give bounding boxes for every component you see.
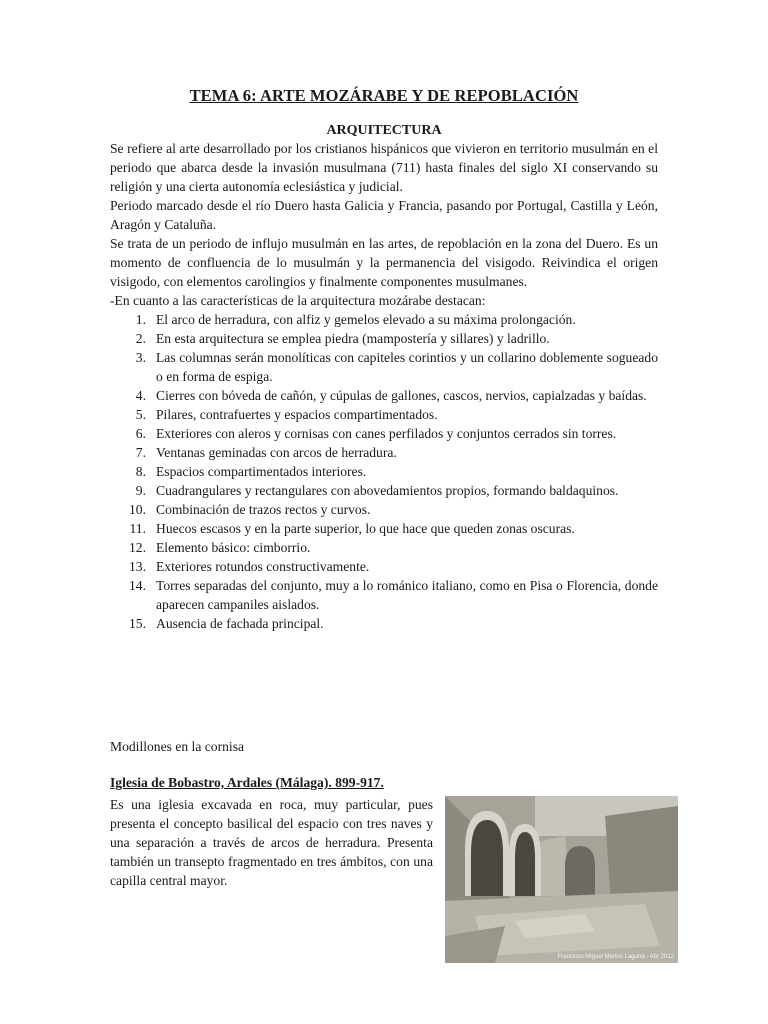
list-item: [110, 576, 658, 614]
list-number: 12.: [129, 540, 146, 555]
list-text: Cierres con bóveda de cañón, y cúpulas de gallones, cascos, nervios, capialzadas y baídas.: [156, 388, 647, 403]
body-text: [110, 139, 658, 633]
list-item: [110, 329, 658, 348]
list-number: 1.: [135, 312, 146, 327]
list-text: Elemento básico: cimborrio.: [156, 540, 311, 555]
list-text: Ventanas geminadas con arcos de herradura.: [156, 445, 397, 460]
rock-arches-illustration: [445, 796, 678, 963]
list-number: 11.: [129, 521, 146, 536]
church-photo: [445, 796, 678, 963]
paragraph: Se refiere al arte desarrollado por los cristianos hispánicos que vivieron en territorio musulmán en el periodo que abarca desde la invasión musulmana (711) hasta finales del siglo XI conservando su religión y una cierta autonomía eclesiástica y judicial.: [110, 141, 658, 194]
list-item: [110, 443, 658, 462]
list-text: El arco de herradura, con alfiz y gemelos elevado a su máxima prolongación.: [156, 312, 576, 327]
list-text: Exteriores rotundos constructivamente.: [156, 559, 370, 574]
list-item: [110, 538, 658, 557]
list-number: 13.: [129, 559, 146, 574]
list-item: [110, 481, 658, 500]
paragraph: -En cuanto a las características de la arquitectura mozárabe destacan:: [110, 293, 486, 308]
list-text: En esta arquitectura se emplea piedra (mampostería y sillares) y ladrillo.: [156, 331, 550, 346]
paragraph: Se trata de un periodo de influjo musulmán en las artes, de repoblación en la zona del Duero. Es un momento de confluencia de lo musulmán y la permanencia del visigodo. Reivindica el origen visigodo, con elementos carolingios y finalmente componentes musulmanes.: [110, 236, 658, 289]
list-item: [110, 614, 658, 633]
paragraph: Periodo marcado desde el río Duero hasta Galicia y Francia, pasando por Portugal, Castilla y León, Aragón y Cataluña.: [110, 198, 658, 232]
list-item: [110, 310, 658, 329]
list-number: 2.: [135, 331, 146, 346]
list-number: 8.: [135, 464, 146, 479]
list-text: Espacios compartimentados interiores.: [156, 464, 367, 479]
list-number: 14.: [129, 578, 146, 593]
list-text: Torres separadas del conjunto, muy a lo románico italiano, como en Pisa o Florencia, donde aparecen campaniles aislados.: [156, 578, 658, 612]
list-number: 7.: [135, 445, 146, 460]
list-number: 3.: [135, 350, 146, 365]
list-text: Exteriores con aleros y cornisas con canes perfilados y conjuntos cerrados sin torres.: [156, 426, 617, 441]
list-item: [110, 462, 658, 481]
list-text: Combinación de trazos rectos y curvos.: [156, 502, 371, 517]
list-text: Cuadrangulares y rectangulares con abovedamientos propios, formando baldaquinos.: [156, 483, 619, 498]
characteristics-list: [110, 310, 658, 633]
list-item: [110, 424, 658, 443]
figure-caption: Modillones en la cornisa: [110, 739, 245, 754]
list-number: 5.: [135, 407, 146, 422]
list-item: [110, 348, 658, 386]
section-subtitle: Iglesia de Bobastro, Ardales (Málaga). 899-917.: [110, 775, 384, 790]
description-paragraph: Es una iglesia excavada en roca, muy particular, pues presenta el concepto basilical del espacio con tres naves y una separación a través de arcos de herradura. Presenta también un transepto fragmentado en tres ámbitos, con una capilla central mayor.: [110, 797, 433, 888]
list-item: [110, 557, 658, 576]
list-item: [110, 519, 658, 538]
photo-credit: Francisco Miguel Merino Laguna · Abr 2012: [557, 954, 674, 960]
list-number: 6.: [135, 426, 146, 441]
section-heading: ARQUITECTURA: [326, 123, 442, 138]
list-number: 4.: [135, 388, 146, 403]
list-item: [110, 386, 658, 405]
list-number: 9.: [135, 483, 146, 498]
list-number: 10.: [129, 502, 146, 517]
list-number: 15.: [129, 616, 146, 631]
list-text: Ausencia de fachada principal.: [156, 616, 324, 631]
list-text: Las columnas serán monolíticas con capiteles corintios y un collarino doblemente sogueado o en forma de espiga.: [156, 350, 658, 384]
list-text: Huecos escasos y en la parte superior, lo que hace que queden zonas oscuras.: [156, 521, 575, 536]
list-item: [110, 405, 658, 424]
page-title: TEMA 6: ARTE MOZÁRABE Y DE REPOBLACIÓN: [189, 86, 579, 105]
list-text: Pilares, contrafuertes y espacios compartimentados.: [156, 407, 438, 422]
list-item: [110, 500, 658, 519]
